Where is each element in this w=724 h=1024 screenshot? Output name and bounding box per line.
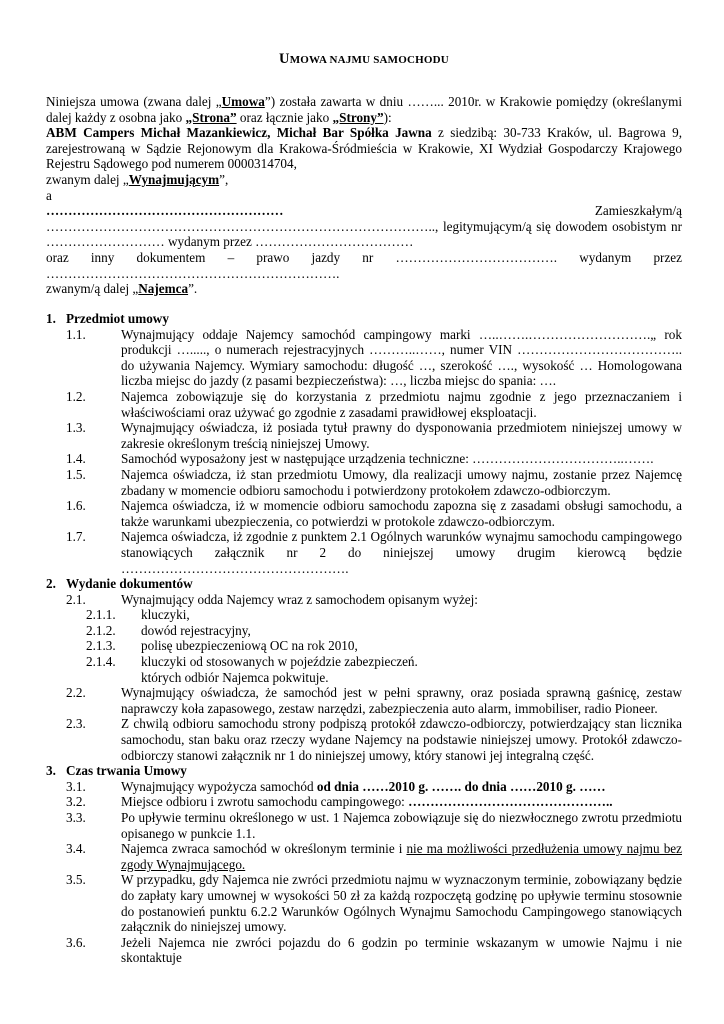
intro-line: dalej każdy z osobna jako „Strona” oraz łącznie jako „Strony”): <box>46 109 392 125</box>
clause-3-3: 3.3. Po upływie terminu określonego w ust. 1 Najemca zobowiązuje się do niezwłocznego zwrotu przedmiotu opisanego w punkcie 1.1. <box>66 810 682 841</box>
lessor-line: zwanym dalej „Wynajmującym”, <box>46 171 229 187</box>
clause-3-5: 3.5. W przypadku, gdy Najemca nie zwróci przedmiotu najmu w wyznaczonym terminie, zobowiązany będzie do zapłaty kary umownej w wysokości 50 zł za każdą rozpoczętą godzinę po upływie terminu stosownie do postanowień punktu 6.2.2 Warunków Ogólnych Wynajmu Samochodu Campingowego stanowiących załącznik do niniejszej umowy. <box>66 872 682 935</box>
intro-line: a <box>46 187 52 203</box>
section-heading: 2. Wydanie dokumentów <box>46 576 193 592</box>
clause-2-1: 2.1. Wynajmujący odda Najemcy wraz z samochodem opisanym wyżej: <box>66 591 478 607</box>
section-subject <box>46 311 682 576</box>
subclause-2-1-2: 2.1.2. dowód rejestracyjny, <box>86 622 251 638</box>
clause-1-5: 1.5. Najemca oświadcza, iż stan przedmiotu Umowy, dla realizacji umowy najmu, zostanie przez Najemcę zbadany w momencie odbioru samochodu i potwierdzony protokołem zdawczo-odbiorczym. <box>66 466 682 498</box>
subclause-continuation: których odbiór Najemca pokwituje. <box>141 669 329 685</box>
subclause-2-1-3: 2.1.3. polisę ubezpieczeniową OC na rok 2010, <box>86 638 358 654</box>
intro-line: Rejestru Sądowego pod numerem 0000314704, <box>46 156 297 172</box>
subclause-2-1-1: 2.1.1. kluczyki, <box>86 607 190 623</box>
page-title: UMOWA NAJMU SAMOCHODU <box>279 51 449 67</box>
clause-3-4: 3.4. Najemca zwraca samochód w określonym terminie i nie ma możliwości przedłużenia umowy najmu bez zgody Wynajmującego. <box>66 841 682 872</box>
clause-1-2: 1.2. Najemca zobowiązuje się do korzystania z przedmiotu najmu zgodnie z jego przeznaczaniem i właściwościami oraz używać go zgodnie z zasadami prawidłowej eksploatacji. <box>66 388 682 420</box>
tenant-id-line: …………………………………………………………………………….., legitymującym/ą się dowodem osobistym nr <box>46 218 682 234</box>
clause-1-6: 1.6. Najemca oświadcza, iż w momencie odbioru samochodu zapozna się z zasadami obsługi samochodu, a także warunkami ubezpieczenia, co potwierdzi w protokole zdawczo-odbiorczym. <box>66 498 682 529</box>
intro-section <box>46 94 682 297</box>
clause-1-7: 1.7. Najemca oświadcza, iż zgodnie z punktem 2.1 Ogólnych warunków wynajmu samochodu campingowego stanowiących załącznik nr 2 do niniejszej umowy drugim kierowcą będzie ……………………………………………. <box>66 529 682 576</box>
section-duration <box>46 763 682 966</box>
section-documents <box>46 576 682 763</box>
clause-3-6: 3.6. Jeżeli Najemca nie zwróci pojazdu do 6 godzin po terminie wskazanym w umowie Najmu i nie skontaktuje <box>66 934 682 966</box>
intro-line: Niniejsza umowa (zwana dalej „Umowa”) została zawarta w dniu ……... 2010r. w Krakowie pomiędzy (określanymi <box>46 94 682 109</box>
clause-3-2: 3.2. Miejsce odbioru i zwrotu samochodu campingowego: ……………………………………….. <box>66 794 613 810</box>
tenant-license-line: oraz inny dokumentem – prawo jazdy nr ………………………………. wydanym przez <box>46 249 682 265</box>
section-heading: 3. Czas trwania Umowy <box>46 763 187 779</box>
clause-3-1: 3.1. Wynajmujący wypożycza samochód od dnia ……2010 g. ……. do dnia ……2010 g. …… <box>66 778 606 794</box>
section-heading: 1. Przedmiot umowy <box>46 311 169 326</box>
company-line: ABM Campers Michał Mazankiewicz, Michał Bar Spółka Jawna z siedzibą: 30-733 Kraków, ul. Bagrowa 9, <box>46 125 682 141</box>
clause-2-3: 2.3. Z chwilą odbioru samochodu strony podpiszą protokół zdawczo-odbiorczy, potwierdzający stan licznika samochodu, stan baku oraz rzeczy wydane Najemcy na podstawie niniejszej umowy. Protokół zdawczo-odbiorczy stanowi załącznik nr 1 do niniejszej umowy, który stanowi jej integralną część. <box>66 716 682 763</box>
tenant-name-line: ……………………………………………… Zamieszkałym/ą <box>46 203 682 219</box>
tenant-line: zwanym/ą dalej „Najemca”. <box>46 281 198 297</box>
tenant-license-issuer-line: …………………………………………………………. <box>46 265 340 281</box>
clause-1-4: 1.4. Samochód wyposażony jest w następujące urządzenia techniczne: ……………………………..……. <box>66 451 654 467</box>
clause-1-1: 1.1. Wynajmujący oddaje Najemcy samochód campingowy marki …..…….……………………….„ rok produkcji …....., o numerach rejestracyjnych ………..……, numer VIN ……………………………….. do używania Najemcy. Wymiary samochodu: długość …, szerokość …., wysokość … Homologowana liczba miejsc do jazdy (z pasami bezpieczeństwa): …, liczba miejsc do spania: …. <box>66 326 682 389</box>
clause-2-2: 2.2. Wynajmujący oświadcza, że samochód jest w pełni sprawny, oraz posiada sprawną gaśnicę, zestaw naprawczy koła zapasowego, zestaw narzędzi, zabezpieczenia auto alarm, immobiliser, radio Pioneer. <box>66 685 682 716</box>
subclause-2-1-4: 2.1.4. kluczyki od stosowanych w pojeździe zabezpieczeń. <box>86 654 418 670</box>
contract-body <box>46 311 682 966</box>
intro-line: zarejestrowaną w Sądzie Rejonowym dla Krakowa-Śródmieścia w Krakowie, XI Wydział Gospodarczy Krajowego <box>46 140 682 156</box>
tenant-id-issuer-line: ……………………… wydanym przez ……………………………… <box>46 234 414 250</box>
clause-1-3: 1.3. Wynajmujący oświadcza, iż posiada tytuł prawny do dysponowania przedmiotem niniejszej umowy w zakresie określonym treścią niniejszej Umowy. <box>66 420 682 451</box>
